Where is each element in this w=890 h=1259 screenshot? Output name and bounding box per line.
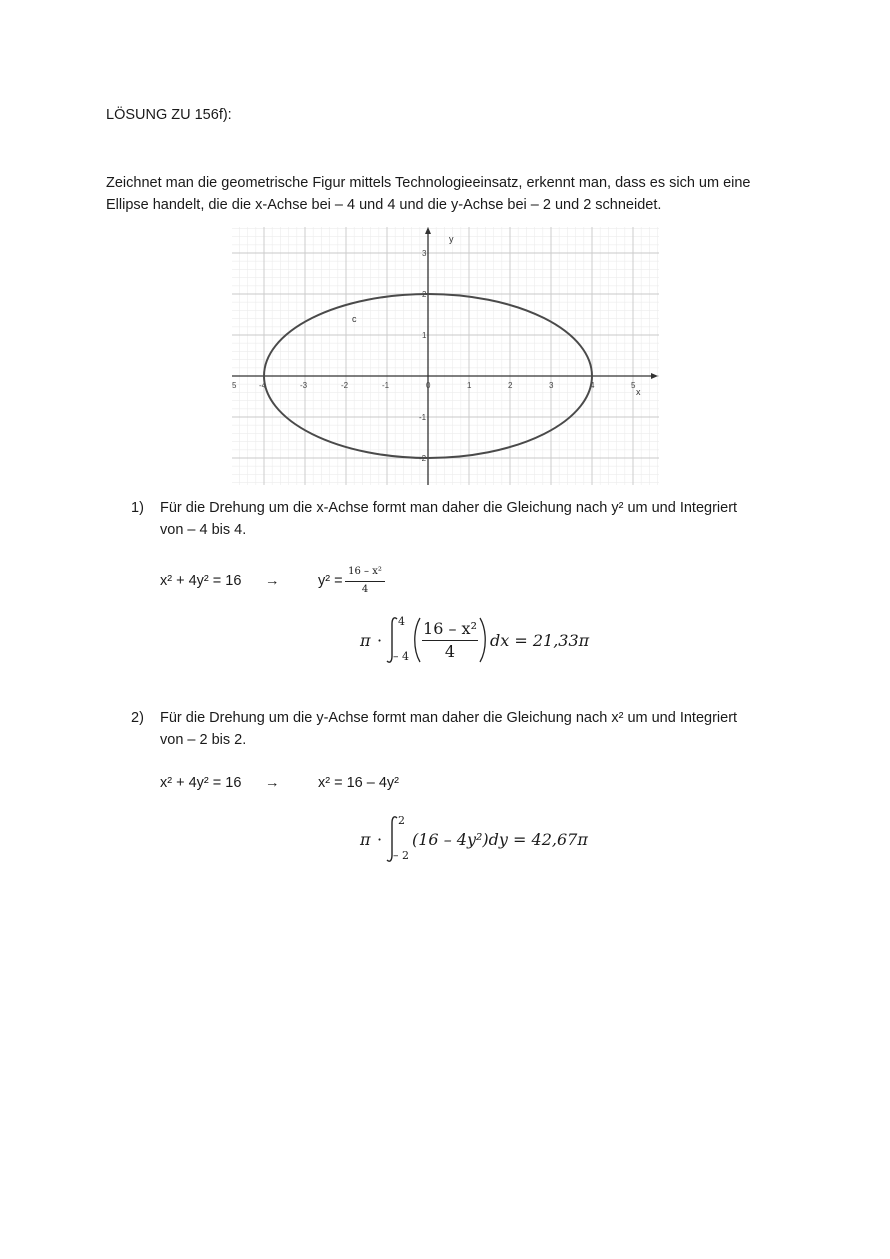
intro-line-2: Ellipse handelt, die die x-Achse bei – 4 und 4 und die y-Achse bei – 2 und 2 schneidet.: [106, 197, 662, 213]
x-tick-label: -1: [382, 381, 390, 390]
item-2-upper-limit: 2: [398, 814, 405, 827]
item-2-pi: π: [360, 830, 371, 849]
item-1-frac-den: 4: [361, 584, 369, 595]
item-2-line-2: von – 2 bis 2.: [160, 732, 247, 748]
item-1-int-num: 16 – x²: [423, 619, 477, 638]
item-1-int-den: 4: [444, 642, 456, 661]
item-2-arrow: →: [265, 775, 280, 791]
x-tick-labels: [259, 381, 636, 390]
item-2-number: 2): [131, 710, 144, 726]
ellipse-graph: [232, 227, 659, 485]
item-1-int-bar: [422, 640, 478, 641]
intro-line-1: Zeichnet man die geometrische Figur mittels Technologieeinsatz, erkennt man, dass es sich um eine: [106, 175, 751, 191]
x-tick-label: -2: [341, 381, 349, 390]
item-1-arrow: →: [265, 573, 280, 589]
item-1-upper-limit: 4: [398, 615, 405, 628]
y-axis-label: y: [449, 234, 454, 244]
left-paren-icon: [412, 616, 422, 664]
item-2-line-1: Für die Drehung um die y-Achse formt man daher die Gleichung nach x² um und Integriert: [160, 710, 738, 726]
x-tick-label: -4: [259, 381, 267, 390]
y-tick-labels: [419, 249, 427, 463]
item-1-int-tail: dx = 21,33π: [490, 631, 590, 650]
item-2-result: x² = 16 – 4y²: [318, 775, 399, 791]
item-1-dot: ·: [377, 631, 383, 650]
x-tick-label: 2: [508, 381, 513, 390]
item-1-pi: π: [360, 631, 371, 650]
item-2-equation: x² + 4y² = 16: [160, 775, 242, 791]
page-heading: LÖSUNG ZU 156f):: [106, 107, 232, 123]
curve-label: c: [352, 314, 357, 324]
x-edge-label: 5: [232, 381, 237, 390]
y-tick-label: 2: [422, 290, 427, 299]
item-1-frac-num: 16 – x²: [348, 566, 382, 577]
minor-grid: [232, 227, 659, 485]
item-1-frac-bar: [345, 581, 385, 582]
item-1-result-left: y² =: [318, 573, 343, 589]
y-tick-label: -1: [419, 413, 427, 422]
item-1-line-2: von – 4 bis 4.: [160, 522, 247, 538]
y-tick-label: 3: [422, 249, 427, 258]
item-1-number: 1): [131, 500, 144, 516]
item-1-equation: x² + 4y² = 16: [160, 573, 242, 589]
x-tick-label: 3: [549, 381, 554, 390]
item-1-line-1: Für die Drehung um die x-Achse formt man daher die Gleichung nach y² um und Integriert: [160, 500, 738, 516]
x-axis-label: x: [636, 387, 641, 397]
y-tick-label: -2: [419, 454, 427, 463]
right-paren-icon: [478, 616, 488, 664]
y-tick-label: 1: [422, 331, 427, 340]
item-2-lower-limit: – 2: [393, 849, 409, 862]
y-axis-arrow: [425, 227, 431, 234]
x-tick-label: 1: [467, 381, 472, 390]
x-tick-label: 4: [590, 381, 595, 390]
x-tick-label: 0: [426, 381, 431, 390]
item-2-int-body: (16 – 4y²)dy = 42,67π: [412, 830, 588, 849]
major-grid: [232, 227, 659, 485]
item-2-dot: ·: [377, 830, 383, 849]
x-tick-label: 5: [631, 381, 636, 390]
x-tick-label: -3: [300, 381, 308, 390]
item-1-lower-limit: – 4: [393, 650, 409, 663]
x-axis-arrow: [651, 373, 658, 379]
